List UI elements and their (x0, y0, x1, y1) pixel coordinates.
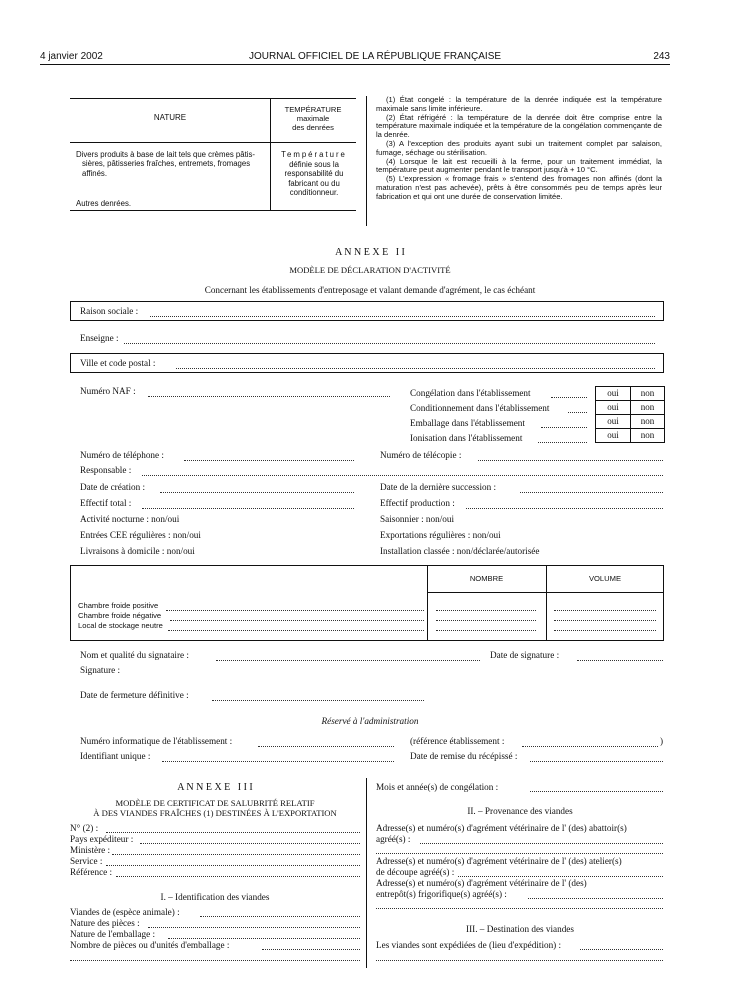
field-numero: N° (2) : (70, 823, 99, 833)
note-2: (2) État réfrigéré : la température de la denrée doit être comprise entre la température maximale indiquée et la température de la congélation commençante de la denrée. (376, 112, 662, 140)
col-volume: VOLUME (588, 574, 622, 583)
page-number: 243 (653, 51, 670, 62)
note-1: (1) État congelé : la température de la denrée indiquée est la température maximale sans limite inférieure. (376, 95, 662, 113)
identifiant-label: Identifiant unique : (80, 751, 151, 761)
row-dairy-nature: Divers produits à base de lait tels que crèmes pâtis- sières, pâtisseries fraîches, entremets, fromages affinés. (76, 150, 255, 178)
check-congelation-label: Congélation dans l'établissement (410, 388, 531, 398)
reference-close: ) (660, 736, 664, 746)
emballage-non[interactable]: non (630, 414, 665, 429)
note-4: (4) Lorsque le lait est recueilli à la ferme, pour un traitement immédiat, la température peut augmenter pendant le transport jusqu'à + 10 °C. (376, 156, 662, 175)
nombre-neutre[interactable] (436, 630, 536, 631)
date-signature-label: Date de signature : (490, 650, 560, 660)
column-separator (366, 96, 367, 226)
cee-option[interactable]: Entrées CEE régulières : non/oui (80, 530, 201, 540)
field-espece: Viandes de (espèce animale) : (70, 907, 180, 917)
emballage-oui[interactable]: oui (595, 414, 631, 429)
signature-label: Signature : (80, 665, 121, 675)
saisonnier-option[interactable]: Saisonnier : non/oui (380, 514, 455, 524)
effectif-total-label: Effectif total : (80, 498, 132, 508)
note-5: (5) L'expression « fromage frais » s'entend des fromages non affinés (dont la maturation n'est pas achevée), prêts à être consommés peu de temps après leur fabrication et qui ont une durée de conservation limitée. (376, 174, 662, 201)
col-nombre: NOMBRE (469, 574, 504, 583)
livraisons-option[interactable]: Livraisons à domicile : non/oui (80, 546, 195, 556)
annex3-subtitle-1: MODÈLE DE CERTIFICAT DE SALUBRITÉ RELATIF (115, 798, 315, 808)
temperature-table (70, 98, 356, 210)
conditionnement-oui[interactable]: oui (595, 400, 631, 415)
section-provenance: II. – Provenance des viandes (467, 806, 573, 816)
expedition-field[interactable] (580, 949, 663, 950)
prov-decoupe-line1: Adresse(s) et numéro(s) d'agrément vétérinaire de l' (des) atelier(s) (376, 856, 622, 866)
raison-sociale-box (70, 301, 664, 321)
naf-field[interactable] (148, 396, 390, 397)
creation-label: Date de création : (80, 482, 146, 492)
enseigne-label: Enseigne : (80, 333, 119, 343)
field-pieces: Nature des pièces : (70, 918, 140, 928)
effectif-production-label: Effectif production : (380, 498, 455, 508)
raison-sociale-label: Raison sociale : (80, 306, 139, 316)
journal-title: JOURNAL OFFICIEL DE LA RÉPUBLIQUE FRANÇAISE (248, 51, 502, 62)
volume-negative[interactable] (554, 620, 656, 621)
note-3: (3) A l'exception des produits ayant subi un traitement complet par salaison, fumage, séchage ou stérilisation. (376, 138, 662, 157)
field-ministere: Ministère : (70, 845, 111, 855)
footnotes (376, 96, 662, 202)
telephone-label: Numéro de téléphone : (80, 450, 164, 460)
field-service: Service : (70, 856, 103, 866)
prov-entrepot-line2: entrepôt(s) frigorifique(s) agréé(s) : (376, 889, 507, 899)
section-destination: III. – Destination des viandes (466, 924, 574, 934)
row-local-neutre: Local de stockage neutre (78, 621, 163, 630)
responsable-label: Responsable : (80, 465, 132, 475)
header-rule (40, 64, 670, 65)
field-nombre-pieces: Nombre de pièces ou d'unités d'emballage : (70, 940, 230, 950)
nombre-negative[interactable] (436, 620, 536, 621)
annex2-title: A N N E X E I I (335, 247, 405, 258)
ionisation-non[interactable]: non (630, 428, 665, 443)
nocturne-option[interactable]: Activité nocturne : non/oui (80, 514, 180, 524)
naf-label: Numéro NAF : (80, 386, 136, 396)
ville-label: Ville et code postal : (80, 358, 156, 368)
prov-abattoir-line1: Adresse(s) et numéro(s) d'agrément vétérinaire de l' (des) abattoir(s) (376, 823, 627, 833)
raison-sociale-field[interactable] (150, 316, 655, 317)
field-pays: Pays expéditeur : (70, 834, 134, 844)
enseigne-field[interactable] (124, 343, 655, 344)
annex3-title: A N N E X E I I I (177, 782, 253, 793)
installation-option[interactable]: Installation classée : non/déclarée/autorisée (380, 546, 540, 556)
congelation-non[interactable]: non (630, 386, 665, 401)
ionisation-oui[interactable]: oui (595, 428, 631, 443)
nombre-positive[interactable] (436, 610, 536, 611)
row-dairy-temperature: Température définie sous la responsabilité du fabricant ou du conditionneur. (281, 150, 347, 198)
succession-field[interactable] (520, 492, 663, 493)
row-chambre-negative: Chambre froide négative (78, 611, 162, 620)
recepisse-field[interactable] (530, 761, 663, 762)
recepisse-label: Date de remise du récépissé : (410, 751, 518, 761)
fermeture-label: Date de fermeture définitive : (80, 690, 189, 700)
section-identification: I. – Identification des viandes (160, 892, 270, 902)
header-date: 4 janvier 2002 (40, 51, 103, 62)
ville-field[interactable] (176, 368, 655, 369)
annex3-subtitle-2: À DES VIANDES FRAÎCHES (1) DESTINÉES À L'EXPORTATION (93, 808, 337, 818)
annex2-intro: Concernant les établissements d'entreposage et valant demande d'agrément, le cas échéant (204, 285, 536, 295)
mois-congelation-field[interactable] (530, 791, 663, 792)
responsable-field[interactable] (142, 475, 663, 476)
row-other-nature: Autres denrées. (76, 199, 132, 208)
field-emballage: Nature de l'emballage : (70, 929, 156, 939)
congelation-oui[interactable]: oui (595, 386, 631, 401)
effectif-production-field[interactable] (466, 508, 663, 509)
signataire-field[interactable] (216, 660, 480, 661)
prov-abattoir-line2: agréé(s) : (376, 834, 411, 844)
date-signature-field[interactable] (577, 660, 663, 661)
numero-informatique-label: Numéro informatique de l'établissement : (80, 736, 233, 746)
fermeture-field[interactable] (212, 700, 424, 701)
telecopie-field[interactable] (478, 460, 663, 461)
identifiant-field[interactable] (162, 761, 394, 762)
prov-decoupe-line2: de découpe agréé(s) : (376, 867, 455, 877)
numero-informatique-field[interactable] (258, 746, 394, 747)
ville-box (70, 353, 664, 373)
prov-entrepot-line1: Adresse(s) et numéro(s) d'agrément vétérinaire de l' (des) (376, 878, 587, 888)
effectif-total-field[interactable] (142, 508, 354, 509)
check-ionisation-label: Ionisation dans l'établissement (410, 433, 523, 443)
telephone-field[interactable] (184, 460, 354, 461)
succession-label: Date de la dernière succession : (380, 482, 497, 492)
reference-field[interactable] (522, 746, 658, 747)
reserve-administration: Réservé à l'administration (321, 716, 419, 726)
row-chambre-positive: Chambre froide positive (78, 601, 159, 610)
reference-label: (référence établissement : (410, 736, 505, 746)
telecopie-label: Numéro de télécopie : (380, 450, 462, 460)
check-emballage-label: Emballage dans l'établissement (410, 418, 525, 428)
conditionnement-non[interactable]: non (630, 400, 665, 415)
signataire-label: Nom et qualité du signataire : (80, 650, 189, 660)
exportations-option[interactable]: Exportations régulières : non/oui (380, 530, 501, 540)
annex3-separator (366, 778, 367, 968)
col-temperature: TEMPÉRATURE maximale des denrées (284, 105, 342, 132)
volume-positive[interactable] (554, 610, 656, 611)
col-nature: NATURE (153, 113, 187, 122)
creation-field[interactable] (160, 492, 354, 493)
annex2-subtitle: MODÈLE DE DÉCLARATION D'ACTIVITÉ (289, 265, 451, 275)
field-reference: Référence : (70, 867, 113, 877)
expedition-label: Les viandes sont expédiées de (lieu d'expédition) : (376, 940, 562, 950)
check-conditionnement-label: Conditionnement dans l'établissement (410, 403, 550, 413)
mois-congelation-label: Mois et année(s) de congélation : (376, 782, 499, 792)
volume-neutre[interactable] (554, 630, 656, 631)
